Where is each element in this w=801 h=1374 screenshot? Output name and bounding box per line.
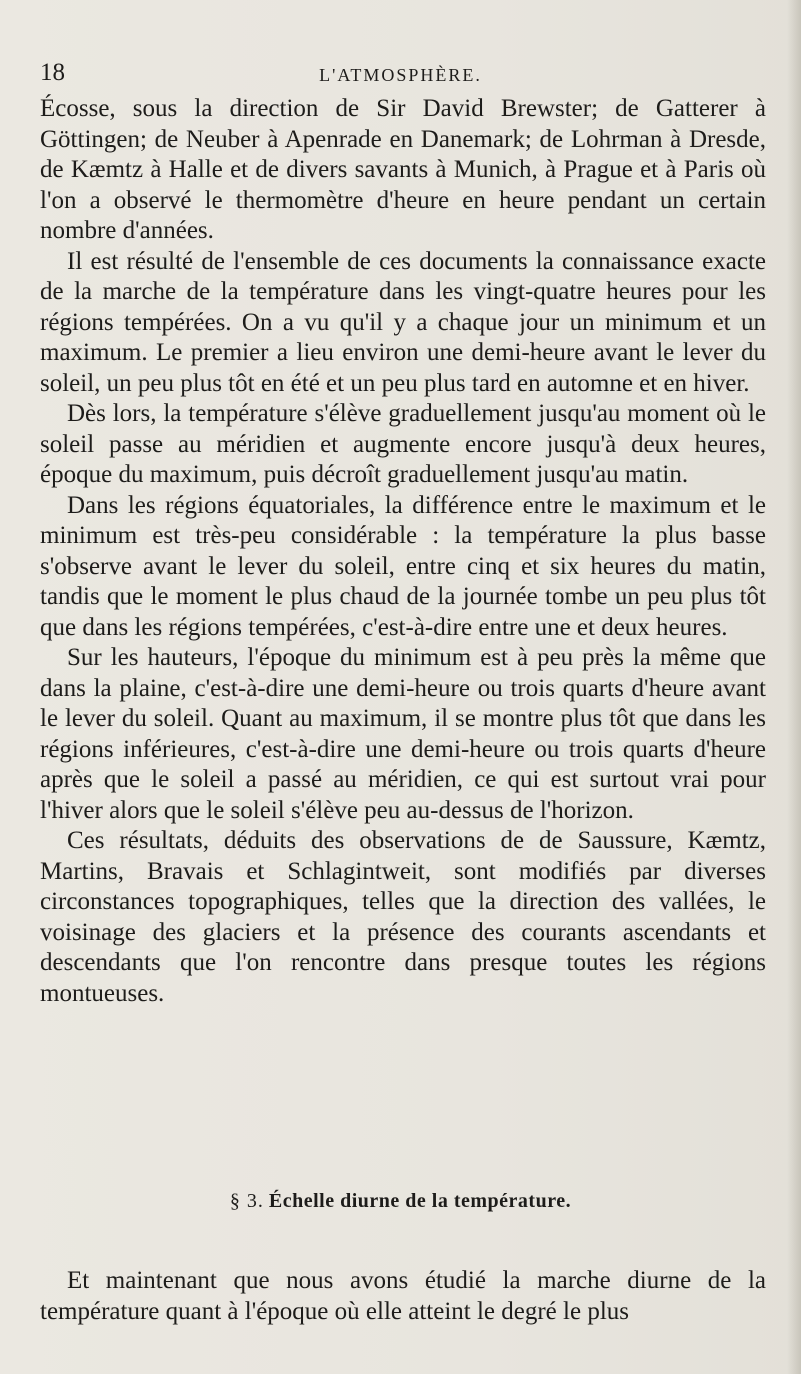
paragraph: Dans les régions équatoriales, la différence entre le maximum et le minimum est très-peu considérable : la température la plus basse s'observe avant le lever du soleil, entre cinq et six heures du matin, tandis que le moment le plus chaud de la journée tombe un peu plus tôt que dans les régions tempérées, c'est-à-dire entre une et deux heures. bbox=[40, 491, 766, 641]
paragraph: Il est résulté de l'ensemble de ces documents la connaissance exacte de la marche de la température dans les vingt-quatre heures pour les régions tempérées. On a vu qu'il y a chaque jour un minimum et un maximum. Le premier a lieu environ une demi-heure avant le lever du soleil, un peu plus tôt en été et un peu plus tard en automne et en hiver. bbox=[40, 247, 766, 397]
section-heading bbox=[0, 1188, 801, 1214]
paragraph: Sur les hauteurs, l'époque du minimum est à peu près la même que dans la plaine, c'est-à-dire une demi-heure ou trois quarts d'heure avant le lever du soleil. Quant au maximum, il se montre plus tôt que dans les régions inférieures, c'est-à-dire une demi-heure ou trois quarts d'heure après que le soleil a passé au méridien, ce qui est surtout vrai pour l'hiver alors que le soleil s'élève peu au-dessus de l'horizon. bbox=[40, 644, 766, 824]
closing-text bbox=[40, 1266, 766, 1327]
paragraph: Ces résultats, déduits des observations de de Saussure, Kæmtz, Martins, Bravais et Schlagintweit, sont modifiés par diverses circonstances topographiques, telles que la direction des vallées, le voisinage des glaciers et la présence des courants ascendants et descendants que l'on rencontre dans presque toutes les régions montueuses. bbox=[40, 827, 766, 1007]
paragraph: Dès lors, la température s'élève graduellement jusqu'au moment où le soleil passe au méridien et augmente encore jusqu'à deux heures, époque du maximum, puis décroît graduellement jusqu'au matin. bbox=[40, 400, 766, 488]
body-text bbox=[40, 94, 766, 1009]
page-header bbox=[0, 58, 801, 92]
page-edge-shadow bbox=[787, 0, 801, 1374]
section-number: § 3. bbox=[229, 1190, 264, 1212]
paragraph: Et maintenant que nous avons étudié la marche diurne de la température quant à l'époque où elle atteint le degré le plus bbox=[40, 1267, 766, 1325]
paragraph-continuation: Écosse, sous la direction de Sir David Brewster; de Gatterer à Göttingen; de Neuber à Apenrade en Danemark; de Lohrman à Dresde, de Kæmtz à Halle et de divers savants à Munich, à Prague et à Paris où l'on a observé le thermomètre d'heure en heure pendant un certain nombre d'années. bbox=[40, 95, 766, 244]
page-number: 18 bbox=[40, 59, 65, 86]
section-title: Échelle diurne de la température. bbox=[268, 1190, 572, 1212]
running-title: L'ATMOSPHÈRE. bbox=[319, 65, 482, 85]
